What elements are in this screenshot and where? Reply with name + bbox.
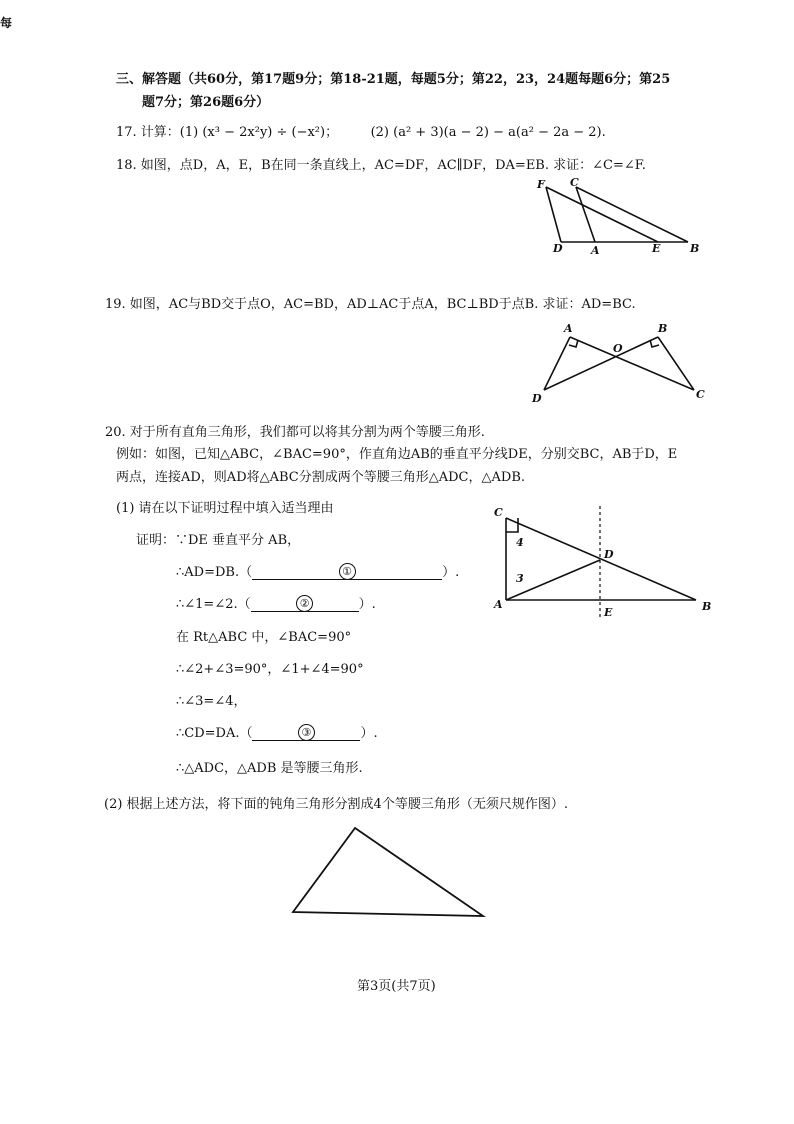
proof-line-8: ∴△ADC，△ADB 是等腰三角形.	[176, 761, 363, 776]
q19-label-A: A	[564, 322, 573, 335]
q20-angle-3: 3	[516, 572, 524, 585]
blank-3-marker: ③	[298, 724, 315, 741]
q20-angle-4: 4	[516, 536, 524, 549]
blank-2[interactable]	[251, 595, 359, 612]
proof-line-6: ∴∠3=∠4，	[176, 694, 247, 709]
proof-line-3-end: ）.	[358, 597, 376, 612]
q19-label-C: C	[696, 388, 705, 401]
proof-line-3	[176, 593, 376, 612]
q18-label-E: E	[652, 242, 661, 255]
question-20-example-line1: 例如：如图，已知△ABC，∠BAC=90°，作直角边AB的垂直平分线DE，分别交BC，AB于D，E	[116, 447, 678, 462]
edge-mark: 每	[0, 16, 13, 30]
q18-label-A: A	[591, 244, 600, 257]
proof-line-5: ∴∠2+∠3=90°，∠1+∠4=90°	[176, 662, 364, 677]
q18-label-F: F	[537, 178, 545, 191]
q18-label-D: D	[553, 242, 563, 255]
obtuse-triangle-figure	[285, 822, 490, 922]
page-footer: 第3页(共7页)	[357, 979, 436, 994]
section-header-line2: 题7分；第26题6分）	[142, 95, 270, 110]
question-20-intro: 20. 对于所有直角三角形，我们都可以将其分割为两个等腰三角形.	[105, 425, 485, 440]
blank-3[interactable]	[252, 724, 360, 741]
proof-line-7-text: ∴CD=DA.（	[176, 726, 253, 741]
question-18: 18. 如图，点D，A，E，B在同一条直线上，AC=DF，AC∥DF，DA=EB. 求证：∠C=∠F.	[116, 158, 646, 173]
q18-figure	[530, 172, 710, 257]
proof-line-4: 在 Rt△ABC 中，∠BAC=90°	[176, 630, 352, 645]
q19-label-B: B	[658, 322, 668, 335]
proof-line-7	[176, 722, 378, 741]
blank-1-marker: ①	[339, 563, 356, 580]
q19-label-D: D	[532, 392, 542, 405]
question-20-part2: (2) 根据上述方法，将下面的钝角三角形分割成4个等腰三角形（无须尺规作图）.	[104, 797, 568, 812]
proof-line-2-end: ）.	[442, 565, 460, 580]
proof-line-1: 证明：∵DE 垂直平分 AB，	[136, 533, 301, 548]
q19-figure	[528, 320, 713, 405]
proof-line-7-end: ）.	[360, 726, 378, 741]
blank-1[interactable]	[252, 563, 442, 580]
q18-label-C: C	[570, 176, 579, 189]
q20-label-A: A	[494, 598, 503, 611]
question-19: 19. 如图，AC与BD交于点O，AC=BD，AD⊥AC于点A，BC⊥BD于点B. 求证：AD=BC.	[105, 297, 636, 312]
q18-label-B: B	[690, 242, 700, 255]
section-header-line1: 三、解答题（共60分，第17题9分；第18-21题，每题5分；第22，23，24题每题6分；第25	[116, 72, 671, 87]
q20-label-B: B	[702, 600, 712, 613]
question-20-part1-title: (1) 请在以下证明过程中填入适当理由	[116, 501, 334, 516]
q20-figure	[488, 502, 718, 624]
question-20-example-line2: 两点，连接AD，则AD将△ABC分割成两个等腰三角形△ADC，△ADB.	[116, 470, 525, 485]
proof-line-2	[176, 561, 459, 580]
q20-label-E: E	[604, 606, 613, 619]
proof-line-2-text: ∴AD=DB.（	[176, 565, 253, 580]
q20-label-D: D	[604, 548, 614, 561]
q19-label-O: O	[613, 342, 623, 355]
question-17: 17. 计算：(1) (x³ − 2x²y) ÷ (−x²)； (2) (a² + 3)(a − 2) − a(a² − 2a − 2).	[116, 125, 606, 140]
q20-label-C: C	[494, 506, 503, 519]
blank-2-marker: ②	[296, 595, 313, 612]
proof-line-3-text: ∴∠1=∠2.（	[176, 597, 251, 612]
